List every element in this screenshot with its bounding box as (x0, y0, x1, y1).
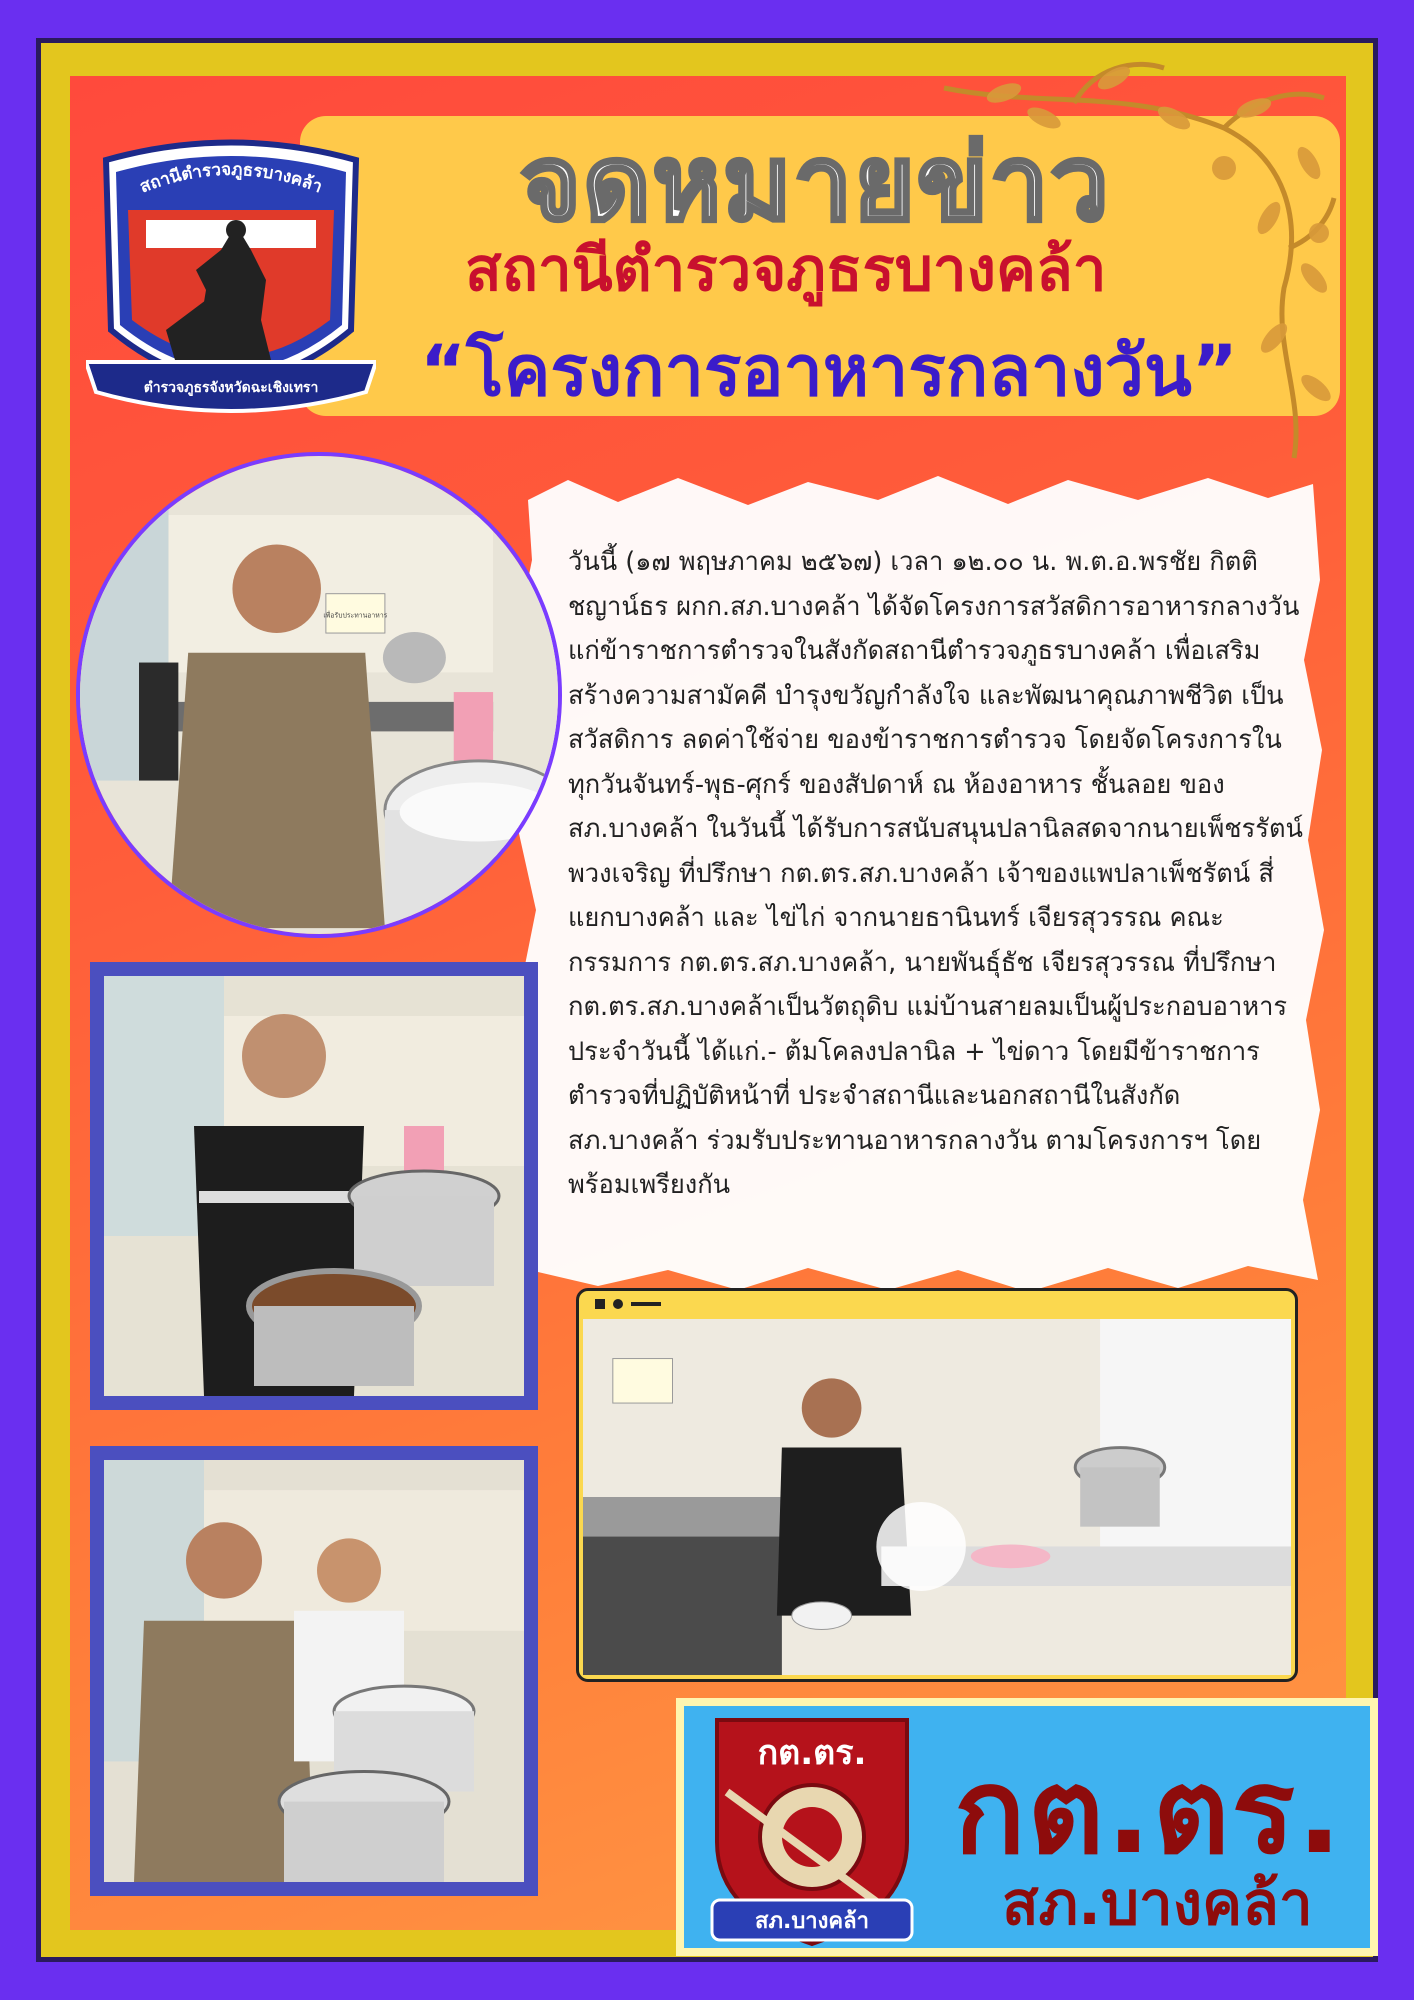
window-line-icon (631, 1302, 661, 1306)
photo-sign-text: เพื่อรับประทานอาหาร (323, 611, 388, 620)
shield-top-text: กต.ตร. (757, 1733, 867, 1773)
photo-window-frame (576, 1288, 1298, 1682)
window-titlebar (579, 1291, 1295, 1317)
window-square-icon (595, 1299, 605, 1309)
logo-ribbon-text: ตำรวจภูธรจังหวัดฉะเชิงเทรา (143, 380, 319, 396)
shield-bottom-text: สภ.บางคล้า (755, 1909, 869, 1934)
window-circle-icon (613, 1299, 623, 1309)
photo-officers-serving-rice (90, 1446, 538, 1896)
police-station-logo (86, 130, 376, 440)
committee-title: กต.ตร. (954, 1742, 1344, 1880)
committee-shield-logo (692, 1712, 932, 1950)
station-title: สถานีตำรวจภูธรบางคล้า (465, 235, 1107, 305)
project-title: “โครงการอาหารกลางวัน” (420, 330, 1238, 412)
committee-subtitle: สภ.บางคล้า (1002, 1869, 1313, 1939)
photo-officer-serving-rice (76, 452, 562, 938)
newsletter-title: จดหมายข่าว (520, 122, 1111, 244)
committee-banner (676, 1698, 1378, 1956)
article-body: วันนี้ (๑๗ พฤษภาคม ๒๕๖๗) เวลา ๑๒.๐๐ น. พ.ต.อ.พรชัย กิตติชญาน์ธร ผกก.สภ.บางคล้า ได้จัดโครงการสวัสดิการอาหารกลางวันแก่ข้าราชการตำรวจในสังกัดสถานีตำรวจภูธรบางคล้า เพื่อเสริมสร้างความสามัคคี บำรุงขวัญกำลังใจ และพัฒนาคุณภาพชีวิต เป็นสวัสดิการ ลดค่าใช้จ่าย ของข้าราชการตำรวจ โดยจัดโครงการในทุกวันจันทร์-พุธ-ศุกร์ ของสัปดาห์ ณ ห้องอาหาร ชั้นลอย ของ สภ.บางคล้า ในวันนี้ ได้รับการสนับสนุนปลานิลสดจากนายเพ็ชรรัตน์ พวงเจริญ ที่ปรึกษา กต.ตร.สภ.บางคล้า เจ้าของแพปลาเพ็ชรัตน์ สี่แยกบางคล้า และ ไข่ไก่ จากนายธานินทร์ เจียรสุวรรณ คณะกรรมการ กต.ตร.สภ.บางคล้า, นายพันธุ์ธัช เจียรสุวรรณ ที่ปรึกษา กต.ตร.สภ.บางคล้าเป็นวัตถุดิบ แม่บ้านสายลมเป็นผู้ประกอบอาหาร ประจำวันนี้ ได้แก่.- ต้มโคลงปลานิล + ไข่ดาว โดยมีข้าราชการตำรวจที่ปฏิบัติหน้าที่ ประจำสถานีและนอกสถานีในสังกัด สภ.บางคล้า ร่วมรับประทานอาหารกลางวัน ตามโครงการฯ โดยพร้อมเพรียงกัน (568, 547, 1303, 1200)
photo-housekeeper-cooking (583, 1319, 1291, 1675)
logo-top-text: สถานีตำรวจภูธรบางคล้า (137, 159, 325, 198)
photo-officer-ladling-soup (90, 962, 538, 1410)
